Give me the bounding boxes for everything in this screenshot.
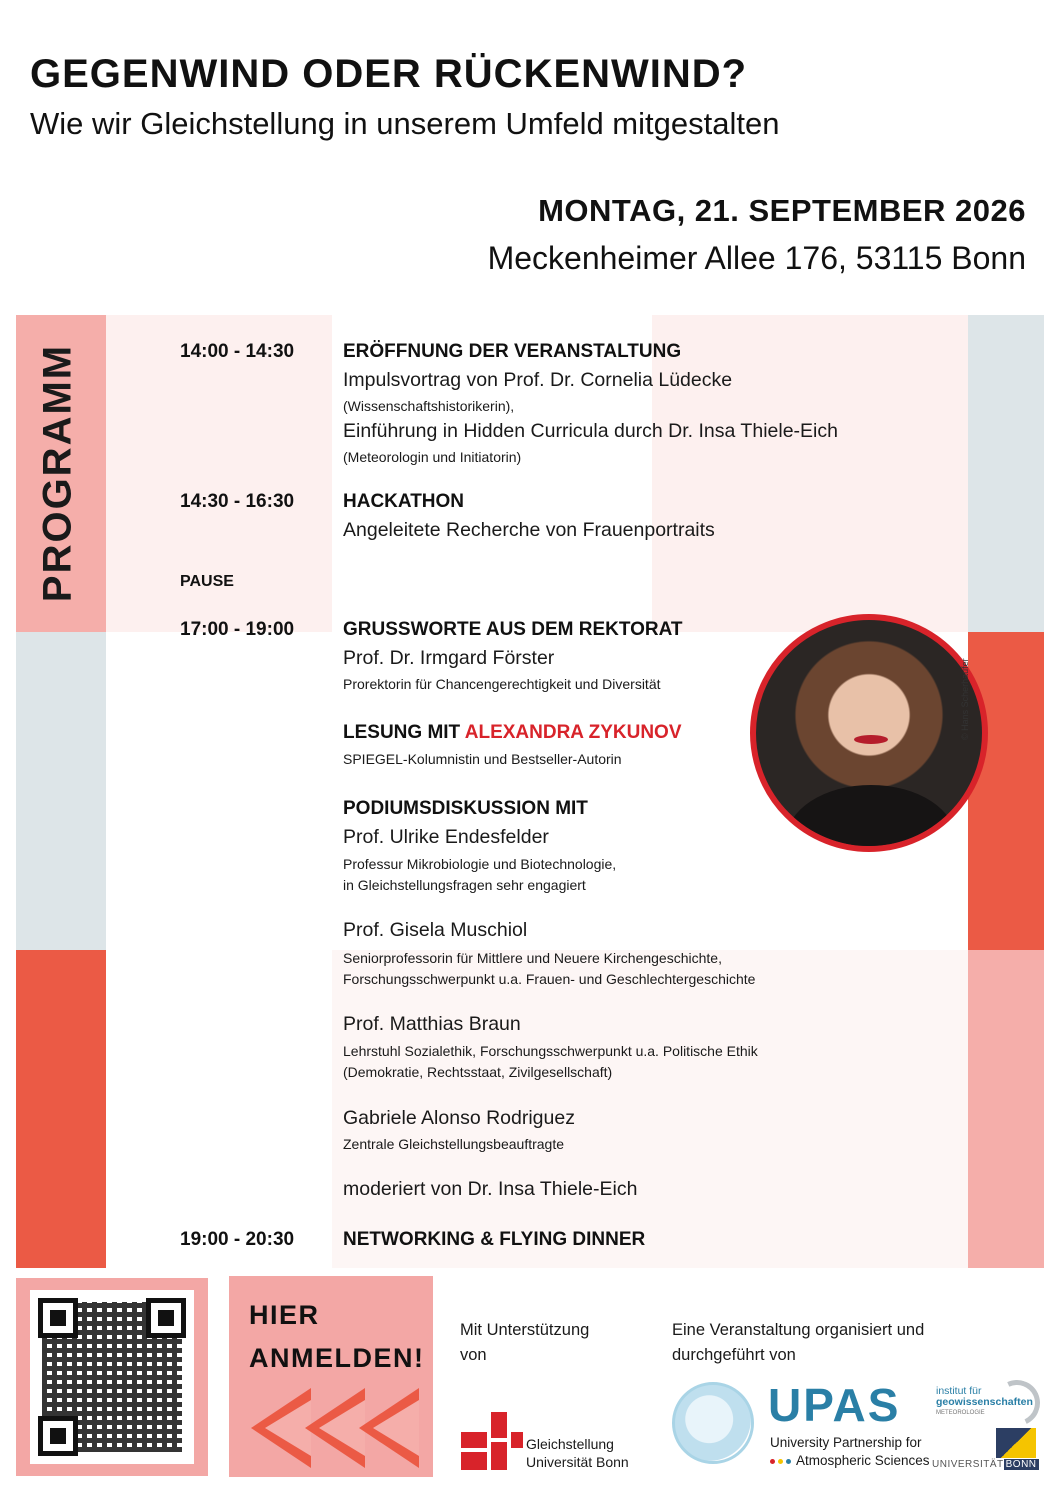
upas-logo: UPAS — [768, 1379, 901, 1431]
panelist-role: Professur Mikrobiologie und Biotechnologie, — [343, 856, 617, 872]
time-greetings: 17:00 - 19:00 — [180, 619, 295, 640]
time-networking: 19:00 - 20:30 — [180, 1229, 295, 1250]
opening-line2-note: (Meteorologin und Initiatorin) — [343, 449, 522, 465]
reading-role: SPIEGEL-Kolumnistin und Bestseller-Autorin — [343, 751, 622, 767]
event-address: Meckenheimer Allee 176, 53115 Bonn — [487, 240, 1026, 276]
panelist-name: Prof. Gisela Muschiol — [343, 919, 528, 941]
content-bg-top-right — [652, 315, 968, 632]
support-line1: Mit Unterstützung — [460, 1321, 590, 1339]
gleichstellung-line1: Gleichstellung — [526, 1436, 614, 1452]
uni-bonn-logo-icon — [996, 1428, 1036, 1458]
panelist-role: Lehrstuhl Sozialethik, Forschungsschwerpunkt u.a. Politische Ethik — [343, 1043, 758, 1059]
pause-label: PAUSE — [180, 573, 234, 590]
opening-line1-note: (Wissenschaftshistorikerin), — [343, 398, 515, 414]
support-text — [460, 1318, 589, 1368]
time-opening: 14:00 - 14:30 — [180, 341, 295, 362]
register-cta-line1[interactable]: HIER — [249, 1300, 320, 1330]
heading-panel: PODIUMSDISKUSSION MIT — [343, 798, 588, 819]
register-cta-text[interactable] — [249, 1294, 425, 1380]
gleichstellung-logo-text — [526, 1435, 629, 1471]
opening-line2: Einführung in Hidden Curricula durch Dr. Insa Thiele-Eich — [343, 420, 838, 442]
dot-icon — [786, 1459, 791, 1464]
time-hackathon: 14:30 - 16:30 — [180, 491, 295, 512]
globe-logo-icon — [672, 1382, 754, 1464]
speaker-portrait — [750, 614, 988, 852]
organizer-text — [672, 1318, 924, 1368]
panelist-role: in Gleichstellungsfragen sehr engagiert — [343, 877, 586, 893]
greetings-speaker: Prof. Dr. Irmgard Förster — [343, 647, 555, 669]
register-cta-line2[interactable]: ANMELDEN! — [249, 1343, 425, 1373]
uni-bonn-prefix: UNIVERSITÄT — [932, 1459, 1004, 1470]
greetings-speaker-role: Prorektorin für Chancengerechtigkeit und Diversität — [343, 676, 661, 692]
panelist-role: (Demokratie, Rechtsstaat, Zivilgesellschaft) — [343, 1064, 613, 1080]
heading-opening: ERÖFFNUNG DER VERANSTALTUNG — [343, 341, 682, 362]
qr-finder-icon — [146, 1298, 186, 1338]
reading-author-name: ALEXANDRA ZYKUNOV — [464, 722, 682, 743]
upas-subtitle — [770, 1434, 930, 1470]
left-band-coral — [16, 950, 106, 1268]
photo-credit: © Hans Scherhaufer — [960, 658, 970, 740]
organizer-line1: Eine Veranstaltung organisiert und — [672, 1321, 925, 1339]
event-title: GEGENWIND ODER RÜCKENWIND? — [30, 52, 748, 96]
event-subtitle: Wie wir Gleichstellung in unserem Umfeld mitgestalten — [30, 106, 780, 141]
gleichstellung-line2: Universität Bonn — [526, 1454, 629, 1470]
upas-sub-line2: Atmospheric Sciences — [796, 1453, 930, 1468]
qr-code[interactable] — [30, 1290, 194, 1464]
chevron-cut — [373, 1400, 419, 1456]
content-bg-bottom-left — [106, 950, 332, 1268]
geo-line1: institut für — [936, 1385, 982, 1397]
portrait-shoulders — [786, 785, 956, 852]
geo-line2: geowissenschaften — [936, 1396, 1033, 1408]
panelist-name: Prof. Ulrike Endesfelder — [343, 826, 549, 848]
geo-arc-icon — [988, 1374, 1047, 1433]
event-date: MONTAG, 21. SEPTEMBER 2026 — [538, 193, 1026, 228]
qr-code-frame[interactable] — [16, 1278, 208, 1476]
gleichstellung-logo-icon — [461, 1412, 523, 1470]
panelist-name: Prof. Matthias Braun — [343, 1013, 521, 1035]
hackathon-line1: Angeleitete Recherche von Frauenportraits — [343, 519, 715, 541]
support-line2: von — [460, 1346, 487, 1364]
panelist-role: Zentrale Gleichstellungsbeauftragte — [343, 1136, 565, 1152]
qr-finder-icon — [38, 1298, 78, 1338]
heading-networking: NETWORKING & FLYING DINNER — [343, 1229, 646, 1250]
panelist-role: Forschungsschwerpunkt u.a. Frauen- und Geschlechtergeschichte — [343, 971, 756, 987]
programm-label: PROGRAMM — [35, 343, 80, 603]
qr-finder-icon — [38, 1416, 78, 1456]
portrait-lips — [854, 735, 888, 744]
heading-hackathon: HACKATHON — [343, 491, 465, 512]
right-band-pink — [968, 950, 1044, 1268]
organizer-line2: durchgeführt von — [672, 1346, 796, 1364]
panelist-name: Gabriele Alonso Rodriguez — [343, 1107, 575, 1129]
uni-bonn-text — [932, 1459, 1039, 1470]
dot-icon — [770, 1459, 775, 1464]
upas-sub-line1: University Partnership for — [770, 1435, 922, 1450]
right-band-coral — [968, 632, 1044, 950]
upas-sub-line2-wrap — [770, 1452, 930, 1470]
dot-icon — [778, 1459, 783, 1464]
heading-greetings: GRUSSWORTE AUS DEM REKTORAT — [343, 619, 683, 640]
geo-line3: METEOROLOGIE — [936, 1410, 985, 1416]
panelist-role: Seniorprofessorin für Mittlere und Neuere Kirchengeschichte, — [343, 950, 722, 966]
uni-bonn-name: BONN — [1005, 1459, 1037, 1470]
register-cta[interactable] — [229, 1276, 433, 1477]
moderator: moderiert von Dr. Insa Thiele-Eich — [343, 1178, 638, 1200]
right-band-gray — [968, 315, 1044, 632]
heading-reading: LESUNG MIT ALEXANDRA ZYKUNOV — [343, 722, 682, 743]
opening-line1: Impulsvortrag von Prof. Dr. Cornelia Lüdecke — [343, 369, 733, 391]
left-band-gray — [16, 632, 106, 950]
